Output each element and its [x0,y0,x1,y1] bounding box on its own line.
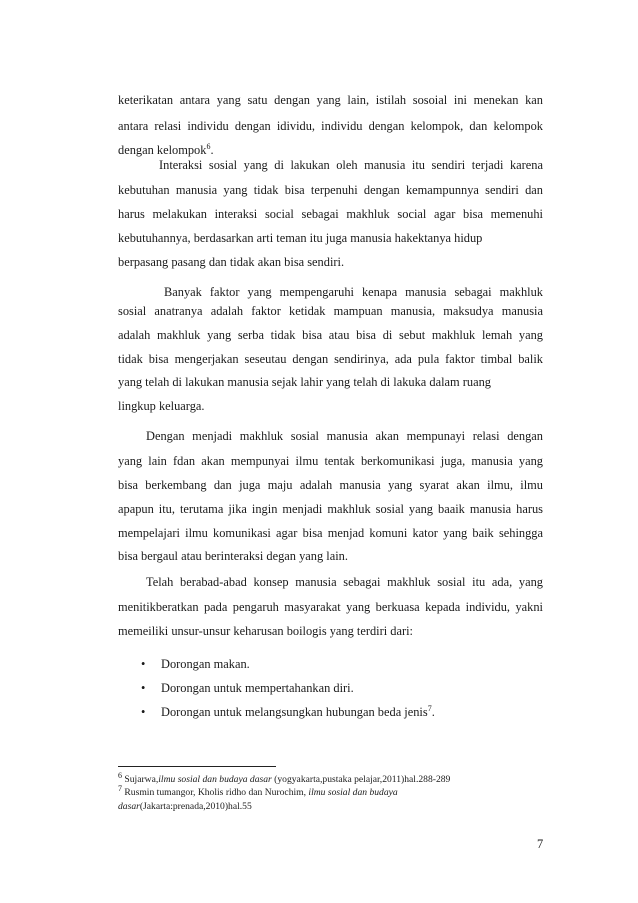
text-line: menitikberatkan pada pengaruh masyarakat yang berkuasa kepada individu, yakni [118,600,543,614]
text-line: yang lain fdan akan mempunyai ilmu tentak berkomunikasi juga, manusia yang [118,454,543,468]
text-line: kebutuhan manusia yang tidak bisa terpenuhi dengan kemampunnya sendiri dan [118,183,543,197]
footnote-title: ilmu sosial dan budaya dasar [158,774,272,785]
text-line: apapun itu, terutama jika ingin menjadi makhluk sosial yang baaik manusia harus [118,502,543,516]
list-item-text: Dorongan untuk melangsungkan hubungan beda jenis [161,705,428,719]
text-line: sosial anatranya adalah faktor ketidak mampuan manusia, maksudya manusia [118,304,543,318]
footnote-6 [118,770,451,786]
text-line: mempelajari ilmu komunikasi agar bisa menjad komuni kator yang baik sehingga [118,526,543,540]
bullet-icon: • [141,657,146,671]
text-line: yang telah di lakukan manusia sejak lahir yang telah di lakuka dalam ruang [118,375,491,389]
footnote-text: Rusmin tumangor, Kholis ridho dan Nurochim, [122,787,309,798]
footnote-separator [118,766,276,767]
page-number: 7 [537,837,544,851]
footnote-number: 7 [118,783,122,793]
text-line: tidak bisa mengerjakan seseutau dengan sendirinya, ada pula faktor timbal balik [118,352,543,366]
footnote-ref: 6 [206,141,211,151]
text-line: adalah makhluk yang serba tidak bisa atau bisa di sebut makhluk lemah yang [118,328,543,342]
text-line: kebutuhannya, berdasarkan arti teman itu juga manusia hakektanya hidup [118,231,483,245]
bullet-icon: • [141,681,146,695]
list-item: Dorongan untuk mempertahankan diri. [161,681,354,695]
footnote-7 [118,783,398,799]
text-line: Interaksi sosial yang di lakukan oleh manusia itu sendiri terjadi karena [159,158,543,172]
text-line [118,142,543,158]
text-line: antara relasi individu dengan idividu, individu dengan kelompok, dan kelompok [118,119,543,133]
text-line: bisa bergaul atau berinteraksi degan yang lain. [118,549,348,563]
text-line: memeiliki unsur-unsur keharusan boilogis yang terdiri dari: [118,624,413,638]
footnote-number: 6 [118,770,122,780]
text-line: Banyak faktor yang mempengaruhi kenapa manusia sebagai makhluk [164,285,543,299]
footnote-text: (yogyakarta,pustaka pelajar,2011)hal.288-289 [271,774,451,785]
list-item-tail: . [431,705,435,719]
bullet-icon: • [141,705,146,719]
text-line: bisa berkembang dan juga maju adalah manusia yang syarat akan ilmu, ilmu [118,478,543,492]
footnote-text: Sujarwa, [122,774,159,785]
list-item: Dorongan makan. [161,657,250,671]
footnote-7-cont [118,801,252,813]
text-line: harus melakukan interaksi social sebagai makhluk social agar bisa memenuhi [118,207,543,221]
text-segment: . [210,143,214,157]
text-line: lingkup keluarga. [118,399,205,413]
text-line: Telah berabad-abad konsep manusia sebagai makhluk sosial itu ada, yang [146,575,543,589]
footnote-text: (Jakarta:prenada,2010)hal.55 [139,801,252,812]
list-item [161,704,435,720]
footnote-title: dasar [118,801,140,812]
text-line: keterikatan antara yang satu dengan yang lain, istilah sosoial ini menekan kan [118,93,543,107]
text-segment: dengan kelompok [118,143,207,157]
text-line: Dengan menjadi makhluk sosial manusia akan mempunayi relasi dengan [146,429,543,443]
footnote-ref: 7 [427,703,432,713]
text-line: berpasang pasang dan tidak akan bisa sendiri. [118,255,345,269]
footnote-title: ilmu sosial dan budaya [308,787,398,798]
